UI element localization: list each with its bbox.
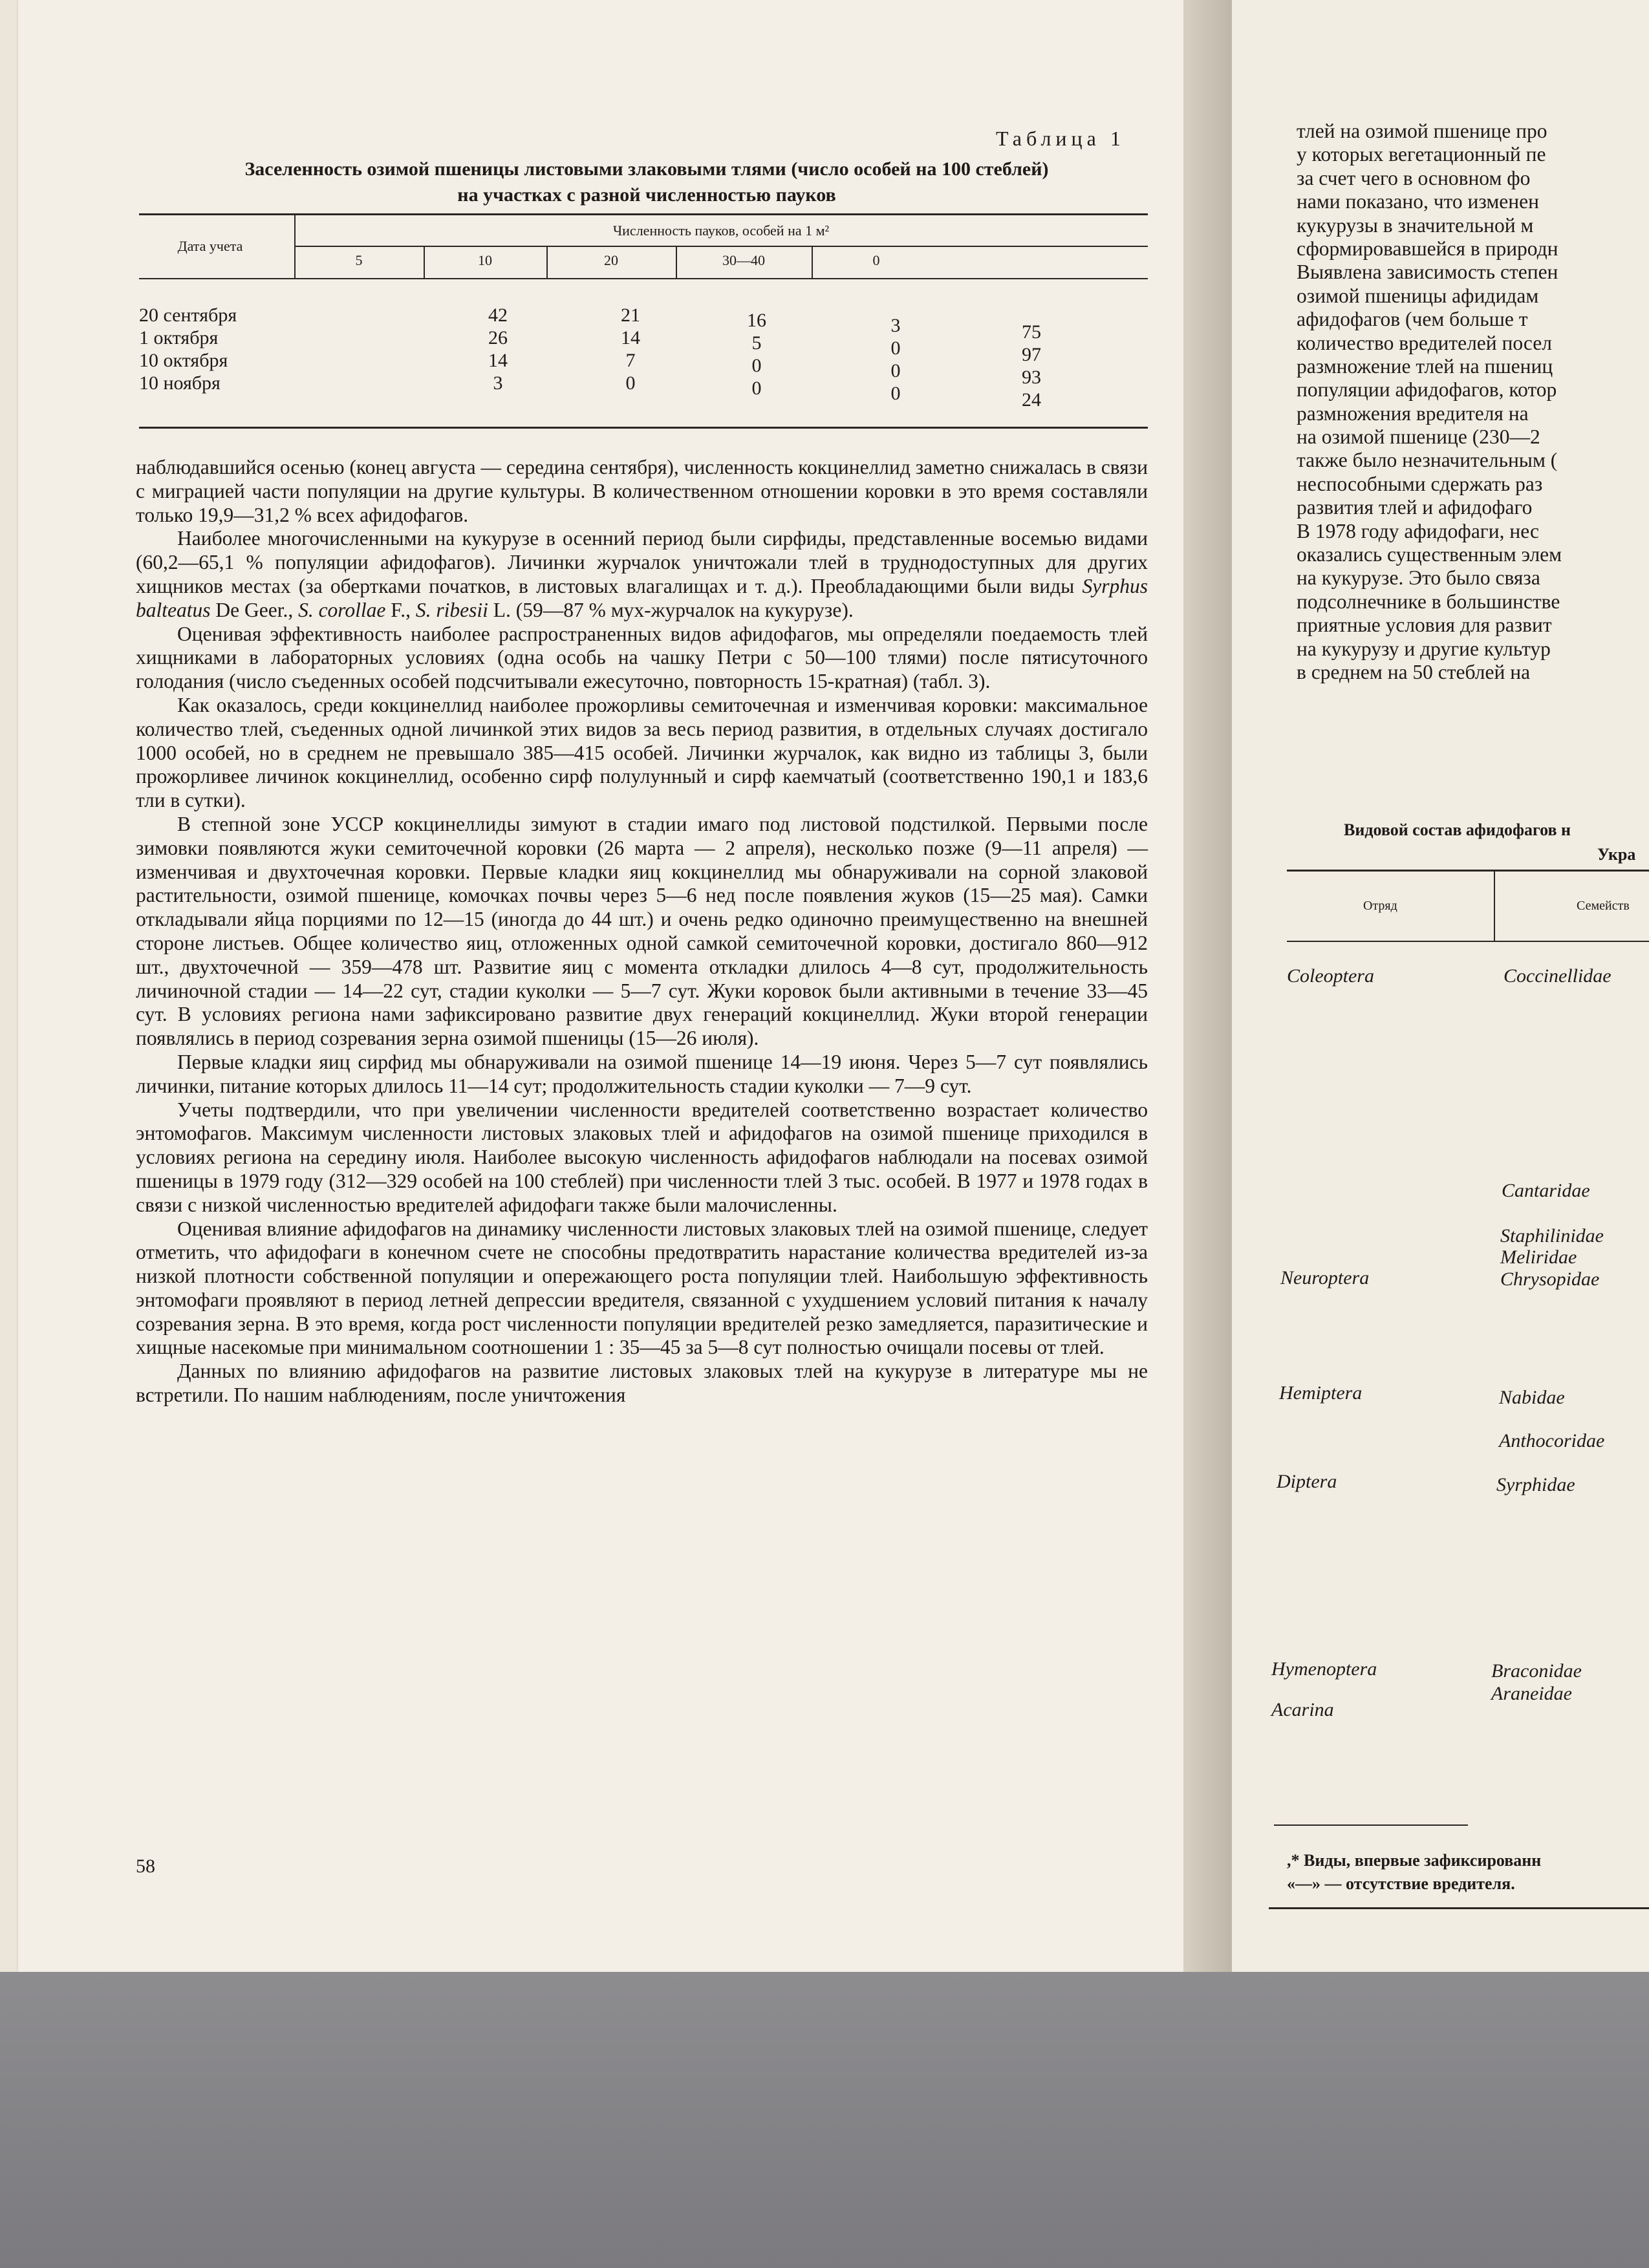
text-line: у которых вегетационный пе [1297, 143, 1546, 166]
text-line: тлей на озимой пшенице про [1297, 120, 1547, 142]
header-col-3: 20 [604, 252, 618, 268]
family-cell: Syrphidae [1496, 1474, 1575, 1495]
value-column-2 [598, 304, 663, 394]
date-column [139, 304, 237, 394]
paragraph: наблюдавшийся осенью (конец августа — середина сентября), численность кокцинеллид заметно снижалась в связи с миграцией части популяции на другие культуры. В количественном отношении коровки в это время составляли только 19,9—31,2 % всех афидофагов. [136, 456, 1148, 526]
text-line: афидофагов (чем больше т [1297, 308, 1528, 331]
table-bottom-rule [139, 427, 1148, 429]
table-cell: 42 [488, 305, 508, 326]
order-cell: Hymenoptera [1271, 1658, 1377, 1680]
table-cell: 0 [890, 383, 901, 404]
order-cell: Neuroptera [1280, 1267, 1370, 1289]
table-cell: 14 [621, 327, 640, 348]
text-line: приятные условия для развит [1297, 614, 1552, 637]
header-col-1: 5 [355, 252, 363, 268]
paragraph: Наиболее многочисленными на кукурузе в осенний период были сирфиды, представленные восемью видами (60,2—65,1 % популяции афидофагов). Личинки журчалок уничтожали тлей в труднодоступных для других хищников местах (за обертками початков, в листовых влагалищах и т. д.). Преобладающими были виды Syrphus balteatus De Geer., S. corollae F., S. ribesii L. (59—87 % мух-журчалок на кукурузе). [136, 527, 1148, 621]
text-line: развития тлей и афидофаго [1297, 496, 1533, 519]
family-cell: Chrysopidae [1500, 1268, 1600, 1290]
text-line: кукурузы в значительной м [1297, 213, 1534, 237]
text-line: нами показано, что изменен [1297, 190, 1539, 213]
text-line: в среднем на 50 стеблей на [1297, 660, 1531, 683]
species-name: S. corollae [298, 598, 386, 621]
family-cell: Nabidae [1499, 1387, 1565, 1408]
table-cell: 0 [751, 355, 762, 376]
header-date: Дата учета [177, 238, 243, 254]
text-line: за счет чего в основном фо [1297, 166, 1531, 189]
paragraph: Учеты подтвердили, что при увеличении численности вредителей соответственно возрастает количество энтомофагов. Максимум численности листовых злаковых тлей и афидофагов на озимой пшенице приходился в условиях региона на середину июля. Наиболее высокую численность афидофагов наблюдали на посевах озимой пшеницы в 1979 году (312—329 особей на 100 стеблей) при численности тлей 3 тыс. особей. В 1977 и 1978 годах в связи с низкой численностью вредителей афидофаги также были малочисленны. [136, 1098, 1148, 1216]
text-line: на кукурузу и другие культур [1297, 637, 1551, 660]
text-line: оказались существенным элем [1297, 543, 1562, 566]
table-cell: 1 октября [139, 327, 219, 348]
order-cell: Coleoptera [1287, 965, 1374, 987]
paragraph: Как оказалось, среди кокцинеллид наиболее прожорливы семиточечная и изменчивая коровки: максимальное количество тлей, съеденных одной личинкой этих видов за весь период развития, в отдельных случаях достигало 1000 особей, но в среднем не превышало 385—415 особей. Личинки журчалок, как видно из таблицы 3, были прожорливее личинок кокцинеллид, особенно сирф полулунный и сирф каемчатый (соответственно 190,1 и 183,6 тли в сутки). [136, 693, 1148, 812]
text-line: количество вредителей посел [1297, 331, 1552, 354]
footnote-rule [1274, 1824, 1468, 1826]
text-line: размножения вредителя на [1297, 401, 1529, 425]
article-body [136, 456, 1148, 1407]
table-cell: 14 [488, 350, 508, 371]
paragraph: Первые кладки яиц сирфид мы обнаруживали на озимой пшенице 14—19 июня. Через 5—7 сут появлялись личинки, питание которых длилось 11—14 сут; продолжительность стадии куколки — 7—9 сут. [136, 1050, 1148, 1097]
table-cell: 0 [625, 372, 636, 394]
table-cell: 0 [890, 337, 901, 359]
species-name: S. ribesii [415, 598, 488, 621]
table-cell: 21 [621, 305, 640, 326]
table-cell: 75 [1022, 321, 1041, 343]
family-cell: Cantaridae [1502, 1180, 1590, 1201]
order-cell: Hemiptera [1279, 1382, 1363, 1404]
header-col-5: 0 [872, 252, 880, 268]
scanner-background [0, 1972, 1649, 2268]
text-line: сформировавшейся в природн [1297, 237, 1558, 260]
table-cell: 0 [890, 360, 901, 381]
right-table-header-rule [1287, 941, 1649, 942]
table-cell: 24 [1022, 389, 1041, 411]
table-top-rule [139, 213, 1148, 215]
header-spiders: Численность пауков, особей на 1 м² [612, 222, 830, 239]
right-table-bottom-rule [1269, 1907, 1649, 1909]
header-col-4: 30—40 [722, 252, 765, 268]
header-col-2: 10 [478, 252, 492, 268]
table-cell: 3 [890, 315, 901, 336]
table-cell: 7 [625, 350, 636, 371]
text-line: размножение тлей на пшениц [1297, 354, 1553, 378]
table-cell: 20 сентября [139, 305, 237, 326]
table-divider [1494, 870, 1495, 942]
text-line: неспособными сдержать раз [1297, 472, 1543, 495]
right-table-top-rule [1287, 870, 1649, 872]
table-cell: 0 [751, 378, 762, 399]
table-cell: 97 [1022, 344, 1041, 365]
header-family: Семейств [1577, 899, 1630, 913]
table-cell: 93 [1022, 367, 1041, 388]
table-cell: 10 октября [139, 350, 228, 371]
paragraph: Оценивая эффективность наиболее распространенных видов афидофагов, мы определяли поедаемость тлей хищниками в лабораторных условиях (одна особь на чашку Петри с 50—100 тлями) после пятисуточного голодания (число съеденных особей подсчитывали ежесуточно, повторность 15-кратная) (табл. 3). [136, 622, 1148, 693]
table-cell: 26 [488, 327, 508, 348]
table-cell: 10 ноября [139, 372, 221, 394]
text-line: подсолнечнике в большинстве [1297, 590, 1560, 613]
table-title: Заселенность озимой пшеницы листовыми злаковыми тлями (число особей на 100 стеблей) на участках с разной численностью пауков [244, 158, 1049, 206]
family-cell: Braconidae [1491, 1660, 1582, 1682]
right-page-text [1297, 120, 1649, 684]
value-column-5 [999, 321, 1064, 411]
value-column-4 [863, 314, 928, 405]
family-cell: Staphilinidae [1500, 1225, 1604, 1246]
footnotes: ,* Виды, впервые зафиксированн «—» — отсутствие вредителя. [1287, 1851, 1542, 1893]
table-divider [294, 246, 1148, 247]
paragraph: Оценивая влияние афидофагов на динамику численности листовых злаковых тлей на озимой пшенице, следует отметить, что афидофаги в конечном счете не способны предотвратить нарастание количества вредителей из-за низкой плотности собственной популяции и опережающего роста популяции тлей. Наибольшую эффективность энтомофаги проявляют в период летней депрессии вредителя, связанной с ухудшением условий питания к началу созревания зерна. В это время, когда рост численности популяции вредителей резко замедляется, паразитические и хищные насекомые при минимальном соотношении 1 : 35—45 за 5—8 сут полностью очищали посевы от тлей. [136, 1217, 1148, 1359]
text-line: на кукурузе. Это было связа [1297, 566, 1540, 590]
family-cell: Araneidae [1491, 1683, 1572, 1704]
table-number: Таблица 1 [996, 127, 1125, 150]
text-line: на озимой пшенице (230—2 [1297, 425, 1540, 449]
family-cell: Anthocoridae [1499, 1430, 1605, 1451]
value-column-3 [724, 309, 789, 400]
header-order: Отряд [1363, 899, 1397, 913]
table-cell: 3 [493, 372, 503, 394]
text-line: озимой пшеницы афидидам [1297, 284, 1539, 307]
family-cell: Coccinellidae [1503, 965, 1611, 987]
paragraph: Данных по влиянию афидофагов на развитие листовых злаковых тлей на кукурузе в литературе мы не встретили. По нашим наблюдениям, после уничтожения [136, 1360, 1148, 1407]
text-line: также было незначительным ( [1297, 449, 1558, 472]
family-cell: Meliridae [1500, 1246, 1577, 1268]
text-line: Выявлена зависимость степен [1297, 261, 1558, 284]
paragraph: В степной зоне УССР кокцинеллиды зимуют в стадии имаго под листовой подстилкой. Первыми после зимовки появляются жуки семиточечной коровки (26 марта — 2 апреля), несколько позже (9—11 апреля) — изменчивая и двухточечная коровки. Первые кладки яиц кокцинеллид мы обнаруживали на сорной злаковой растительности, озимой пшенице, комочках почвы через 5—6 нед после появления жуков (15—25 мая). Самки откладывали яйца порциями по 12—15 (иногда до 44 шт.) и очень редко одиночно преимущественно на внешней стороне листьев. Общее количество яиц, отложенных одной самкой семиточечной коровки, достигало 860—912 шт., двухточечной — 359—478 шт. Развитие яиц с момента откладки длилось 4—8 сут, продолжительность личиночной стадии — 14—22 сут, стадии куколки — 5—7 сут. Жуки коровок были активными в течение 33—45 сут. В условиях региона нами зафиксировано развитие двух генераций кокцинеллид. Жуки второй генерации появлялись в период созревания зерна озимой пшеницы (15—26 июля). [136, 812, 1148, 1050]
text-line: популяции афидофагов, котор [1297, 378, 1557, 401]
right-table-title: Видовой состав афидофагов н Укра [1344, 820, 1636, 864]
page-number: 58 [136, 1856, 155, 1877]
table-cell: 16 [747, 310, 766, 331]
value-column-1 [466, 304, 530, 394]
text-line: В 1978 году афидофаги, нес [1297, 519, 1539, 542]
order-cell: Acarina [1271, 1699, 1334, 1720]
table-cell: 5 [751, 332, 762, 354]
species-name: Syrphus balteatus [136, 574, 1148, 621]
table-header-rule [139, 278, 1148, 279]
order-cell: Diptera [1277, 1471, 1337, 1492]
